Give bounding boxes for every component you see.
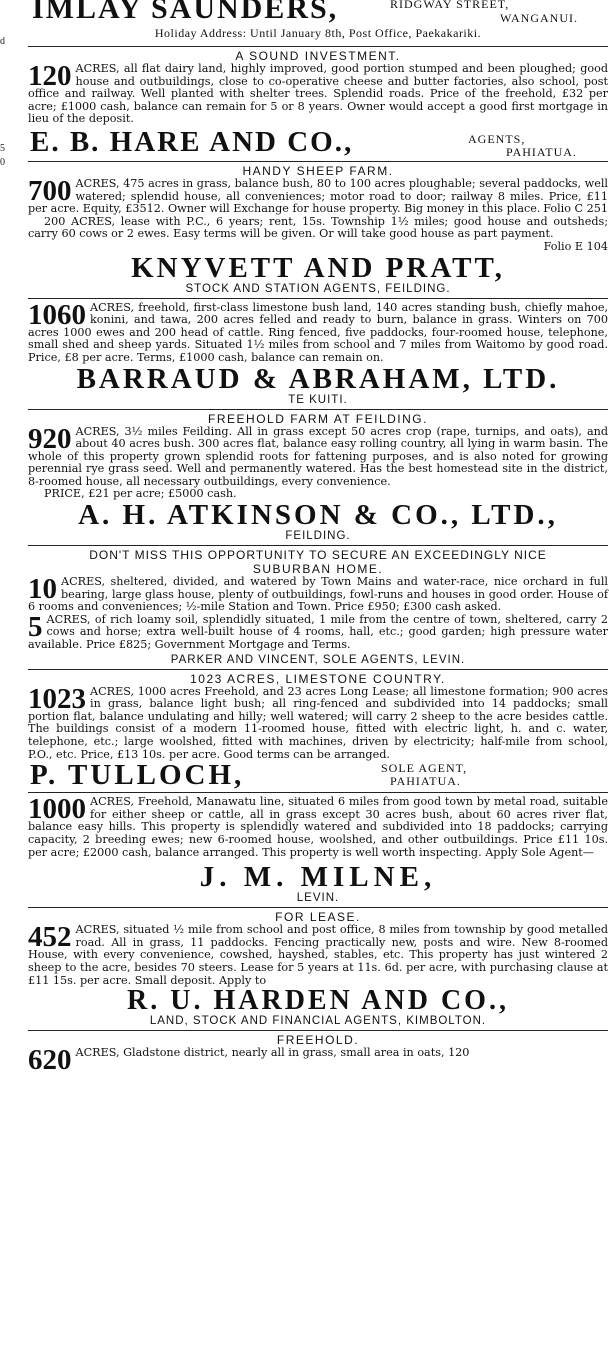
ad-text [28,214,608,253]
ad-sound-investment [28,49,608,162]
ad-text [28,610,608,652]
holiday-address: Holiday Address: Until January 8th, Post Office, Paekakariki. [154,26,482,40]
folio-ref: Folio E 104 [543,239,608,253]
agent-name: A. H. ATKINSON & CO., LTD., [78,499,558,532]
acreage-number: 1000 [28,793,86,826]
divider [28,298,608,299]
ad-body: ACRES, 1000 acres Freehold, and 23 acres Long Lease; all limestone formation; 900 acres in grass, balance light bush; all ring-fenced and subdivided into 14 paddocks; small portion flat, balance undulating and hilly; well watered; will carry 2 sheep to the acre besides cattle. The buildings consist of a modern 11-roomed house, fitted with electric light, h. and c. water, telephone, etc.; large woolshed, fitted with machines, driven by electricity; half-mile from school, P.O., etc. Price, £13 10s. per acre. Good terms can be arranged. [28,684,608,761]
ad-heading: FOR LEASE. [275,910,361,925]
acreage-number: 5 [28,610,43,643]
ad-body: ACRES, sheltered, divided, and watered by Town Mains and water-race, nice orchard in full bearing, large glass house, plenty of outbuildings, fowl-runs and houses in good order. House of 6 rooms and conveniences; ½-mile Station and Town. Price £950; £300 cash asked. [28,575,608,614]
ad-handy-sheep-farm [28,164,608,299]
ad-text [28,1044,608,1077]
ad-body: ACRES, Freehold, Manawatu line, situated 6 miles from good town by metal road, suitable for either sheep or cattle, all in grass except 30 acres bush, about 60 acres river flat, balance easy hills. This property is splendidly watered and subdivided into 18 paddocks; carrying capacity, 2 breeding ewes; new 6-roomed house, woolshed, and other outbuildings. Price £11 10s. per acre; £2000 cash, balance arranged. This property is well worth inspecting. Apply Sole Agent— [28,795,608,859]
agent-name: E. B. HARE AND CO., [30,125,354,158]
ad-freehold-gladstone [28,1033,608,1077]
ad-heading: HANDY SHEEP FARM. [242,163,394,178]
ad-body: ACRES, situated ½ mile from school and post office, 8 miles from township by good metalled road. All in grass, 11 paddocks. Fencing practically new, posts and wire. New 8-roomed House, with every convenience, cowshed, hayshed, stables, etc. This property has just wintered 2 sheep to the acre, besides 70 steers. Lease for 5 years at 11s. 6d. per acre, with purchasing clause at £11 15s. per acre. Small deposit. Apply to [28,923,608,987]
agent-place: PAHIATUA. [390,774,461,789]
advertisement-column [28,0,608,1077]
acreage-number: 1023 [28,682,86,715]
agent-place: TE KUITI. [288,393,348,406]
acreage-number: 1060 [28,298,86,331]
ad-heading: A SOUND INVESTMENT. [235,49,401,63]
ad-heading: 1023 ACRES, LIMESTONE COUNTRY. [190,671,446,686]
ad-body: ACRES, freehold, first-class limestone bush land, 140 acres standing bush, chiefly mahoe, konini, and tawa, 200 acres felled and ready to burn, balance in grass. Winters on 700 acres 1000 ewes and 200 head of cattle. Ring fenced, five paddocks, four-roomed house, telephone, small shed and sheep yards. Situated 1½ miles from school and 7 miles from Waitomo by good road. Price, £8 per acre. Terms, £1000 cash, balance can remain on. [28,300,608,364]
ad-heading: SUBURBAN HOME. [252,562,384,577]
ad-text [28,174,608,216]
agent-place: FEILDING. [285,530,351,543]
ad-limestone-country [28,672,608,794]
ad-price: PRICE, £21 per acre; £5000 cash. [44,487,237,501]
ad-text [28,60,608,126]
agent-subtitle: LAND, STOCK AND FINANCIAL AGENTS, KIMBOLTON. [149,1015,487,1028]
ad-heading: FREEHOLD FARM AT FEILDING. [208,411,428,426]
divider [28,1030,608,1031]
folio-ref: Folio C 251 [543,202,608,216]
agent-subtitle: STOCK AND STATION AGENTS, FEILDING. [185,282,451,295]
ad-text [28,793,608,859]
agent-label: AGENTS, [468,131,526,146]
agent-place: PAHIATUA. [506,144,577,159]
ad-body: 200 ACRES, lease with P.C., 6 years; rent, 15s. Township 1½ miles; good house and outsheds; carry 60 cows or 2 ewes. Easy terms will be given. Or will take good house as part payment. [28,214,608,241]
ad-suburban-home [28,548,608,670]
ad-freehold-farm-feilding [28,412,608,547]
agent-name: R. U. HARDEN AND CO., [127,985,509,1017]
agent-name: KNYVETT AND PRATT, [131,251,505,284]
divider [28,669,608,670]
ad-text [28,298,608,365]
divider [28,409,608,410]
margin-mark: d [0,36,5,47]
ad-for-lease [28,910,608,1031]
ad-body: ACRES, 475 acres in grass, balance bush, 80 to 100 acres ploughable; several paddocks, well watered; splendid house, all conveniences; motor road to door; railway 8 miles. Price, £11 per acre. Equity, £3512. Owner will Exchange for house property. Big money in this place. [28,176,608,216]
acreage-number: 10 [28,573,57,606]
ad-body: ACRES, of rich loamy soil, splendidly situated, 1 mile from the centre of town, sheltered, carry 2 cows and horse; extra well-built house of 4 rooms, hall, etc.; good garden; high pressure water available. Price £825; Government Mortgage and Terms. [28,612,608,652]
ad-body: ACRES, 3½ miles Feilding. All in grass except 50 acres crop (rape, turnips, and oats), and about 40 acres bush. 300 acres flat, balance easy rolling country, all lying in warm basin. The whole of this property grown splendid roots for fattening purposes, and is also noted for growing perennial rye grass seed. Well and permanently watered. Has the best homestead site in the district, 8-roomed house, all necessary outbuildings, every convenience. [28,424,608,488]
ad-text [28,573,608,614]
divider [28,161,608,162]
agent-name: P. TULLOCH, [30,759,245,792]
acreage-number: 700 [28,174,72,207]
ad-imlay-saunders [28,0,608,47]
margin-mark: 5 [0,143,5,154]
agent-address: WANGANUI. [500,11,578,25]
divider [28,792,608,793]
margin-mark: 0 [0,157,5,168]
agent-label: SOLE AGENT, [381,761,468,776]
agent-name: PARKER AND VINCENT, SOLE AGENTS, LEVIN. [170,653,466,666]
ad-body: ACRES, Gladstone district, nearly all in grass, small area in oats, 120 [75,1046,470,1060]
ad-heading: FREEHOLD. [276,1033,360,1048]
divider [28,46,608,47]
agent-address: RIDGWAY STREET, [390,0,510,11]
acreage-number: 120 [28,60,72,92]
ad-manawatu-line [28,793,608,908]
ad-body: ACRES, all flat dairy land, highly improved, good portion stumped and been ploughed; good house and outbuildings, close to co-operative cheese and butter factories, also school, post office and railway. Well planted with shelter trees. Splendid roads. Price of the freehold, £32 per acre; £1000 cash, balance can remain for 5 or 8 years. Owner would accept a good first mortgage in lieu of the deposit. [28,62,608,126]
ad-text [28,682,608,762]
divider [28,545,608,546]
divider [28,907,608,908]
agent-name: J. M. MILNE, [199,861,437,894]
agent-name: BARRAUD & ABRAHAM, LTD. [76,362,560,395]
agent-name: IMLAY SAUNDERS, [32,0,339,25]
acreage-number: 920 [28,422,72,455]
agent-place: LEVIN. [296,892,340,905]
acreage-number: 620 [28,1044,72,1077]
acreage-number: 452 [28,921,72,954]
ad-text [28,921,608,987]
ad-limestone-bush-land [28,298,608,410]
ad-heading: DON'T MISS THIS OPPORTUNITY TO SECURE AN EXCEEDINGLY NICE [89,548,547,563]
ad-text [28,422,608,489]
